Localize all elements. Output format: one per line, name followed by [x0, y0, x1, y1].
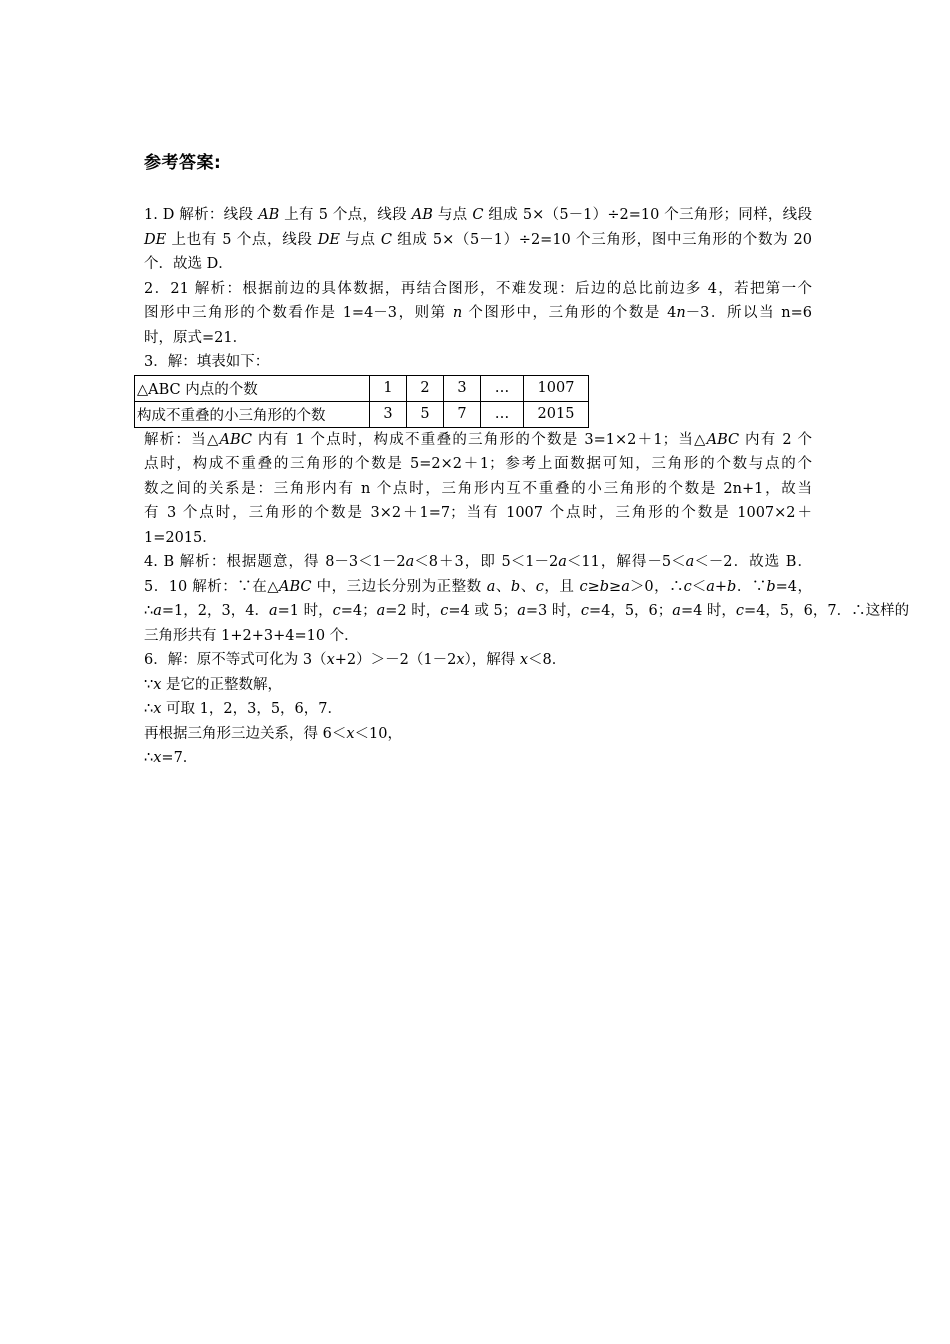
table-row — [135, 375, 589, 401]
answer-4-line-1: 4. B 解析：根据题意，得 8－3＜1－2a＜8＋3，即 5＜1－2a＜11，解得－5＜a＜－2．故选 B． — [144, 554, 812, 570]
table-cell: 2 — [407, 375, 444, 401]
answer-3-line-1: 解析：当△ABC 内有 1 个点时，构成不重叠的三角形的个数是 3=1×2＋1；当△ABC 内有 2 个 — [144, 431, 812, 448]
answer-sheet — [137, 148, 910, 771]
answer-5-line-2: ∴a=1，2，3，4．a=1 时，c=4；a=2 时，c=4 或 5；a=3 时，c=4，5，6；a=4 时，c=4，5，6，7．∴这样的 — [144, 603, 910, 619]
answer-1-line-3: 个．故选 D． — [144, 256, 233, 272]
table-cell: 构成不重叠的小三角形的个数 — [135, 401, 370, 427]
answer-2-line-2: 图形中三角形的个数看作是 1=4－3，则第 n 个图形中，三角形的个数是 4n－3．所以当 n=6 — [144, 305, 812, 321]
answer-3-line-5: 1=2015． — [144, 529, 217, 546]
answer-6-line-5: ∴x=7． — [144, 750, 198, 766]
answer-3-line-3: 数之间的关系是：三角形内有 n 个点时，三角形内互不重叠的小三角形的个数是 2n+1，故当 — [144, 480, 812, 497]
answer-5-line-1: 5．10 解析：∵在△ABC 中，三边长分别为正整数 a、b、c，且 c≥b≥a＞0，∴c＜a+b．∵b=4， — [144, 578, 813, 595]
answer-6-line-2: ∵x 是它的正整数解， — [144, 676, 283, 693]
table-cell: 5 — [407, 401, 444, 427]
answer-3-line-2: 点时，构成不重叠的三角形的个数是 5=2×2＋1；参考上面数据可知，三角形的个数与点的个 — [144, 456, 812, 472]
answer-1-line-1: 1. D 解析：线段 AB 上有 5 个点，线段 AB 与点 C 组成 5×（5－1）÷2=10 个三角形；同样，线段 — [144, 207, 812, 223]
table-cell: 7 — [444, 401, 481, 427]
table-cell: 2015 — [524, 401, 589, 427]
table-cell: 1007 — [524, 375, 589, 401]
page-title: 参考答案: — [144, 153, 222, 173]
answer-2-line-1: 2．21 解析：根据前边的具体数据，再结合图形，不难发现：后边的总比前边多 4，若把第一个 — [144, 280, 812, 297]
answer-6-line-3: ∴x 可取 1，2，3，5，6，7． — [144, 701, 342, 717]
table-cell: △ABC 内点的个数 — [135, 375, 370, 401]
table-cell: 3 — [370, 401, 407, 427]
answer-5-line-3: 三角形共有 1+2+3+4=10 个． — [144, 627, 359, 644]
answer-1-line-2: DE 上也有 5 个点，线段 DE 与点 C 组成 5×（5－1）÷2=10 个三角形，图中三角形的个数为 20 — [144, 231, 812, 248]
points-triangles-table — [134, 375, 589, 428]
answer-2-line-3: 时，原式=21． — [144, 329, 248, 346]
answer-3-intro: 3．解：填表如下： — [144, 354, 270, 370]
answer-3-line-4: 有 3 个点时，三角形的个数是 3×2＋1=7；当有 1007 个点时，三角形的个数是 1007×2＋ — [144, 505, 812, 521]
table-cell: … — [481, 375, 524, 401]
answer-6-line-1: 6．解：原不等式可化为 3（x+2）＞－2（1－2x），解得 x＜8． — [144, 652, 567, 668]
table-cell: 3 — [444, 375, 481, 401]
table-row — [135, 401, 589, 427]
table-cell: … — [481, 401, 524, 427]
table-cell: 1 — [370, 375, 407, 401]
answer-6-line-4: 再根据三角形三边关系，得 6＜x＜10， — [144, 725, 402, 742]
